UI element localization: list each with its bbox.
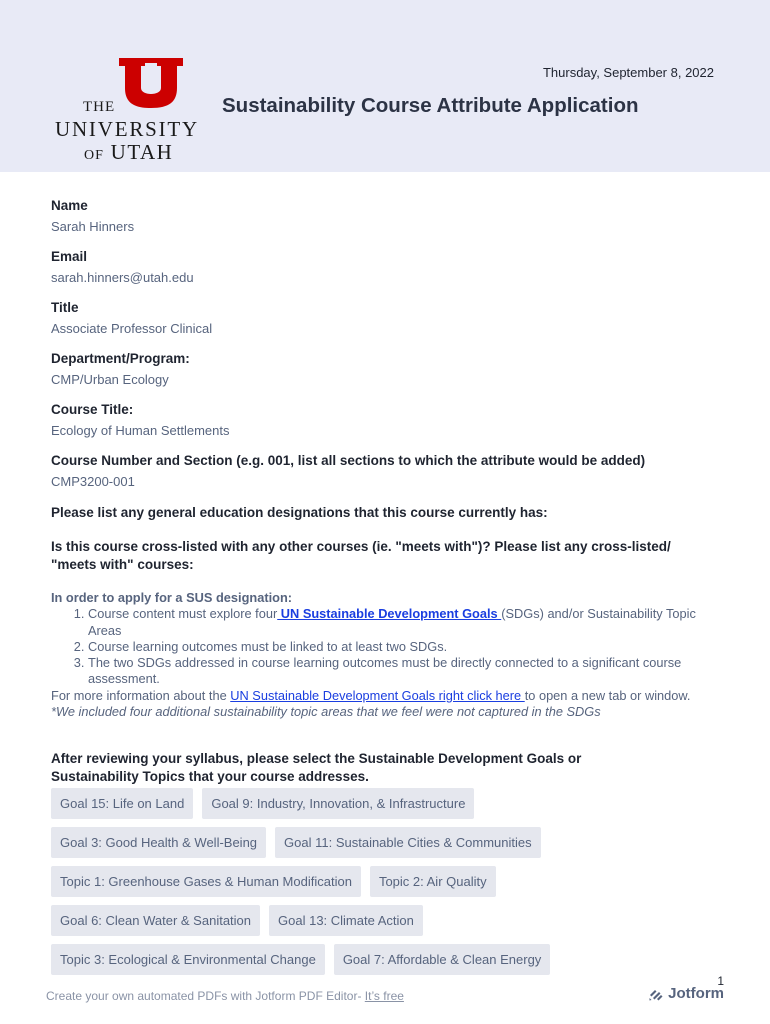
chip-row	[51, 905, 651, 936]
topic-note: *We included four additional sustainability topic areas that we feel were not captured in the SDGs	[51, 704, 601, 720]
page-number: 1	[717, 974, 724, 988]
goal-chip: Goal 7: Affordable & Clean Energy	[334, 944, 551, 975]
topic-chip: Topic 1: Greenhouse Gases & Human Modification	[51, 866, 361, 897]
email-value: sarah.hinners@utah.edu	[51, 270, 194, 285]
topic-chip: Topic 2: Air Quality	[370, 866, 496, 897]
page-title: Sustainability Course Attribute Application	[222, 94, 639, 117]
footer-promo: Create your own automated PDFs with Jotform PDF Editor- It’s free	[46, 989, 404, 1003]
chip-row	[51, 788, 651, 819]
chip-row	[51, 827, 651, 858]
name-value: Sarah Hinners	[51, 219, 135, 234]
sus-instructions	[51, 590, 731, 720]
un-sdg-link[interactable]: UN Sustainable Development Goals	[277, 606, 502, 622]
course-number-value: CMP3200-001	[51, 474, 135, 489]
document-date: Thursday, September 8, 2022	[542, 65, 714, 80]
list-item: 1. Course content must explore four UN Sustainable Development Goals (SDGs) and/or Sustainability Topic Areas	[88, 606, 731, 639]
department-value: CMP/Urban Ecology	[51, 372, 169, 387]
page-header	[0, 0, 770, 172]
chip-row	[51, 944, 651, 975]
logo-text-university: UNIVERSITY	[55, 117, 199, 141]
name-label: Name	[51, 198, 88, 213]
logo-text-the: THE	[83, 99, 116, 115]
department-label: Department/Program:	[51, 351, 190, 366]
jotform-brand	[648, 985, 724, 1002]
course-title-label: Course Title:	[51, 402, 134, 417]
instructions-lead: In order to apply for a SUS designation:	[51, 590, 293, 605]
chip-row	[51, 866, 651, 897]
cross-listed-question: Is this course cross-listed with any other courses (ie. "meets with")? Please list any cross-listed/ "meets with" courses:	[51, 539, 671, 572]
goal-chip: Goal 13: Climate Action	[269, 905, 423, 936]
university-of-utah-logo	[54, 55, 216, 163]
jotform-logo-icon	[648, 986, 664, 1002]
goal-chip: Goal 6: Clean Water & Sanitation	[51, 905, 260, 936]
email-label: Email	[51, 249, 88, 264]
goal-chip: Goal 9: Industry, Innovation, & Infrastructure	[202, 788, 474, 819]
select-goals-question: After reviewing your syllabus, please select the Sustainable Development Goals or Sustainability Topics that your course addresses.	[51, 751, 582, 784]
list-item: 3. The two SDGs addressed in course learning outcomes must be directly connected to a significant course assessment.	[88, 655, 731, 688]
course-title-value: Ecology of Human Settlements	[51, 423, 230, 438]
un-sdg-more-link[interactable]: UN Sustainable Development Goals right click here	[230, 687, 525, 703]
goal-chip: Goal 15: Life on Land	[51, 788, 193, 819]
requirements-list	[88, 606, 731, 687]
its-free-link[interactable]: It’s free	[364, 989, 404, 1003]
block-u-icon	[119, 58, 183, 108]
more-info-text: For more information about the UN Sustainable Development Goals right click here to open a new tab or window.	[51, 687, 691, 703]
list-item: 2. Course learning outcomes must be linked to at least two SDGs.	[88, 639, 731, 655]
topic-chip: Topic 3: Ecological & Environmental Change	[51, 944, 325, 975]
title-label: Title	[51, 300, 79, 315]
gen-ed-question: Please list any general education designations that this course currently has:	[51, 505, 548, 520]
selected-goals-list	[51, 788, 651, 983]
logo-text-of-utah: OF UTAH	[84, 140, 174, 164]
goal-chip: Goal 3: Good Health & Well-Being	[51, 827, 266, 858]
title-value: Associate Professor Clinical	[51, 321, 213, 336]
goal-chip: Goal 11: Sustainable Cities & Communities	[275, 827, 541, 858]
jotform-label: Jotform	[668, 985, 724, 1002]
course-number-label: Course Number and Section (e.g. 001, list all sections to which the attribute would be added)	[51, 453, 646, 468]
